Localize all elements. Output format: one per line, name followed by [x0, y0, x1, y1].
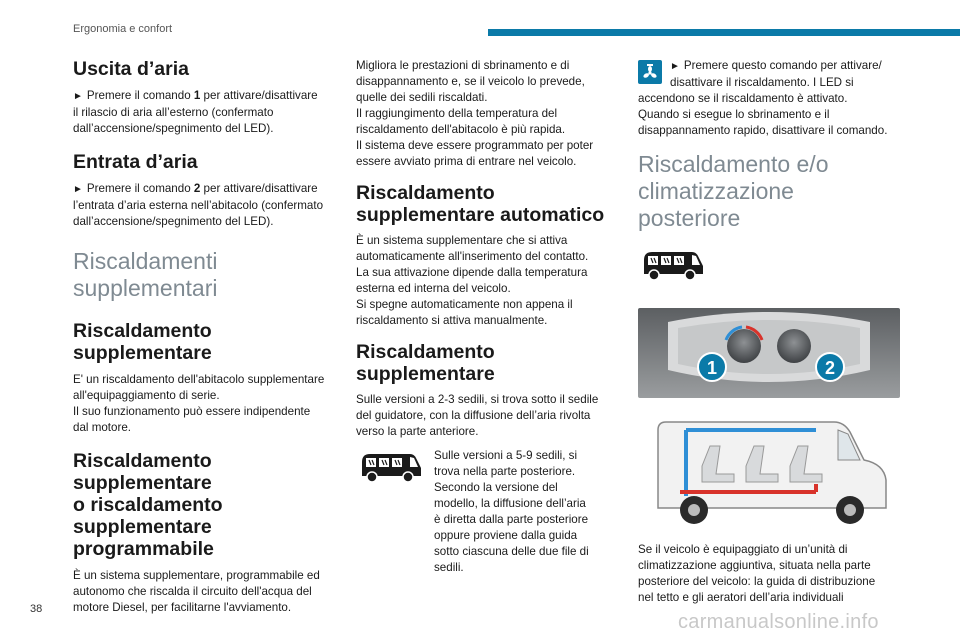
paragraph-prestazioni: Migliora le prestazioni di sbrinamento e di disappannamento e, se il veicolo lo prevede, quelle dei sedili riscaldati. Il raggiungimento della temperatura del riscaldamento dell'abitacolo è più rapida. Il sistema deve essere programmato per poter essere avviato prima di entrare nel veicolo.	[356, 59, 594, 168]
column-1	[73, 58, 339, 616]
paragraph-riscaldamento-supplementare: E' un riscaldamento dell'abitacolo supplementare all'equipaggiamento di serie. Il suo funzionamento può essere indipendente dal motore.	[73, 373, 325, 434]
footer-watermark: carmanualsonline.info	[678, 611, 879, 633]
bullet-arrow-icon: ►	[670, 61, 680, 72]
paragraph-versioni-2-3-sedili: Sulle versioni a 2-3 sedili, si trova sotto il sedile del guidatore, con la diffusione dell’aria rivolta verso la parte anteriore.	[356, 393, 599, 438]
paragraph-uscita-aria: ► Premere il comando 1 per attivare/disattivare il rilascio di aria all’esterno (confermato dall’accensione/spegnimento del LED).	[73, 89, 318, 135]
heading-riscaldamento-automatico: Riscaldamento supplementare automatico	[356, 182, 605, 226]
callout-1-label: 1	[706, 358, 718, 378]
column-2	[356, 58, 612, 576]
heading-riscaldamento-programmabile: Riscaldamento supplementare o riscaldamento supplementare programmabile	[73, 450, 223, 560]
paragraph-heater-button-rest: accendono se il riscaldamento è attivato. Quando si esegue lo sbrinamento e il disappannamento rapido, disattivare il comando.	[638, 92, 888, 137]
callout-2-label: 2	[824, 358, 836, 378]
heater-button-block	[638, 58, 900, 91]
heading-riscaldamento-supplementare: Riscaldamento supplementare	[73, 320, 212, 364]
header-accent-bar	[488, 29, 960, 36]
van-icon	[638, 246, 706, 282]
versioni-5-9-sedili-block	[356, 448, 612, 576]
paragraph-entrata-aria: ► Premere il comando 2 per attivare/disattivare l’entrata d’aria esterna nell’abitacolo (confermato dall’accensione/spegnimento del LED).	[73, 182, 324, 228]
column-3	[638, 58, 900, 606]
paragraph-riscaldamento-automatico: È un sistema supplementare che si attiva automaticamente all'inserimento del contatto. La sua attivazione dipende dalla temperatura esterna ed interna del veicolo. Si spegne automaticamente non appena il riscaldamento si attiva manualmente.	[356, 234, 589, 327]
chapter-heading-riscaldamenti-supplementari: Riscaldamenti supplementari	[73, 248, 218, 301]
heading-riscaldamento-supplementare-2: Riscaldamento supplementare	[356, 341, 495, 385]
paragraph-climatizzazione-posteriore: Se il veicolo è equipaggiato di un’unità di climatizzazione aggiuntiva, situata nella parte posteriore del veicolo: la guida di distribuzione nel tetto e gli aeratori dell’aria individuali	[638, 543, 876, 604]
heater-button-icon	[638, 60, 662, 84]
running-header: Ergonomia e confort	[73, 23, 173, 35]
heading-uscita-aria: Uscita d’aria	[73, 58, 189, 80]
fan-icon	[641, 63, 659, 81]
paragraph-riscaldamento-programmabile: È un sistema supplementare, programmabile ed autonomo che riscalda il circuito dell'acqua del motore Diesel, per facilitarne l'avviamento.	[73, 569, 320, 614]
van-air-duct-diagram	[650, 416, 890, 528]
heading-entrata-aria: Entrata d’aria	[73, 151, 198, 173]
paragraph-heater-button: ► Premere questo comando per attivare/ disattivare il riscaldamento. I LED si	[670, 59, 882, 89]
rear-control-panel-image	[638, 308, 900, 398]
page-number: 38	[30, 603, 43, 615]
paragraph-versioni-5-9-sedili: Sulle versioni a 5-9 sedili, si trova nella parte posteriore. Secondo la versione del modello, la diffusione dell’aria è diretta dalla parte posteriore oppure proviene dalla guida sotto ciascuna delle due file di sedili.	[434, 449, 589, 574]
bullet-arrow-icon: ►	[73, 91, 83, 102]
van-icon	[356, 448, 424, 484]
bullet-arrow-icon: ►	[73, 184, 83, 195]
chapter-heading-climatizzazione-posteriore: Riscaldamento e/o climatizzazione posteriore	[638, 151, 829, 231]
